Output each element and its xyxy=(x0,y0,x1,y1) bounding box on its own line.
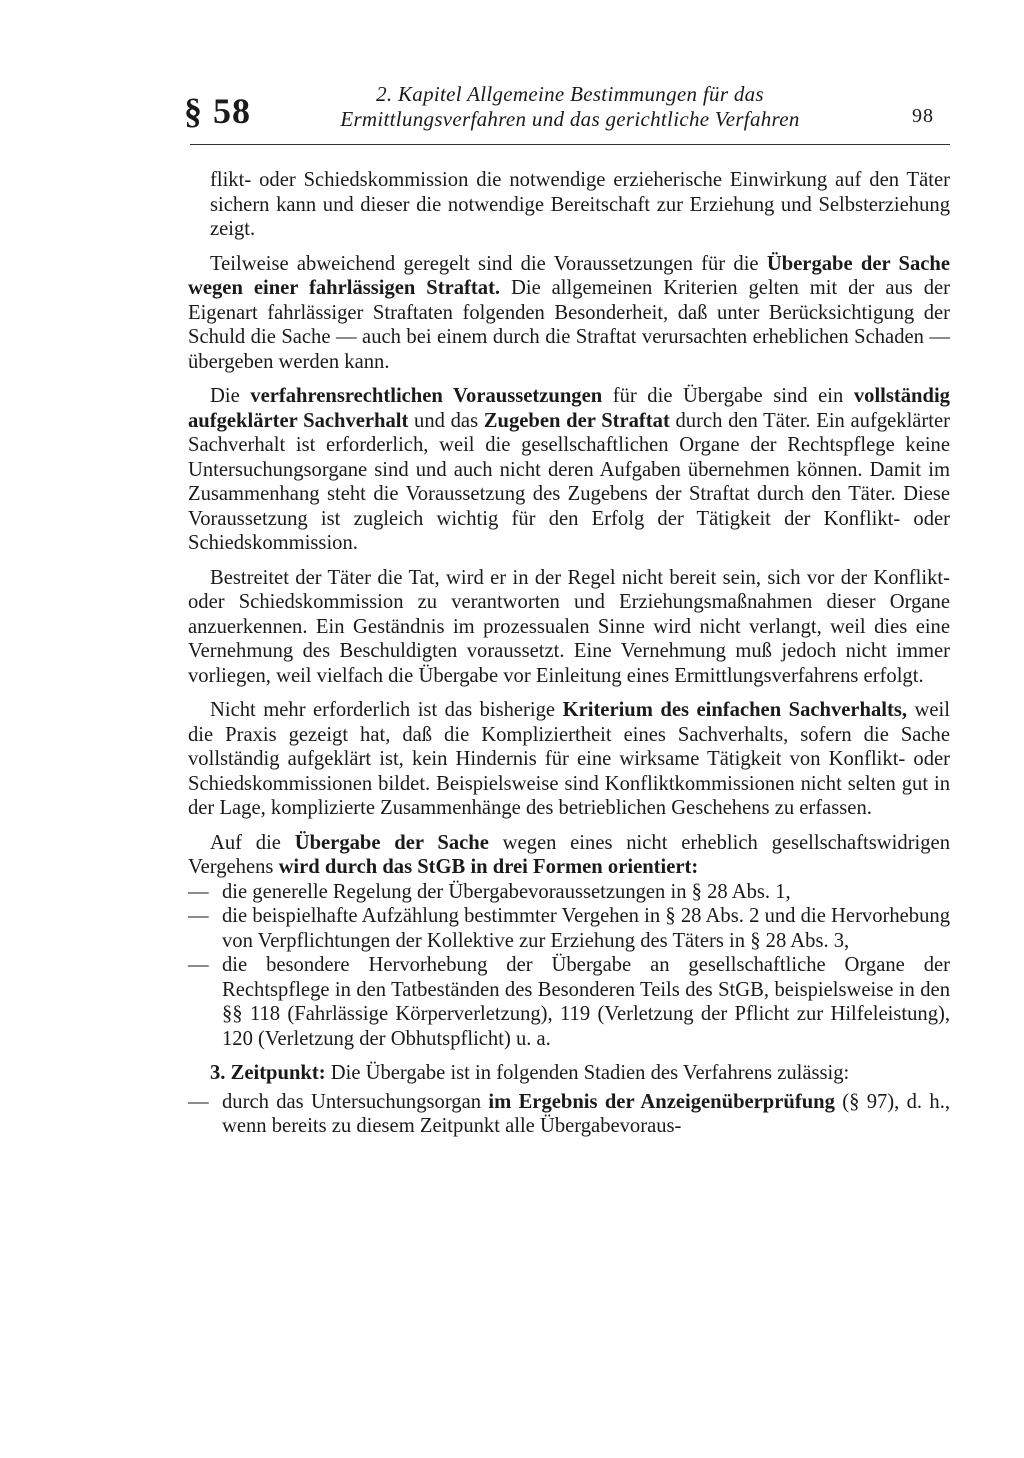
list-item xyxy=(188,904,950,953)
list-item xyxy=(188,880,950,905)
dash-marker: — xyxy=(188,880,209,903)
text-run: (§ 97), d. h., wenn bereits zu diesem Zeitpunkt alle Übergabevoraus- xyxy=(222,1090,950,1137)
list-item-text: die besondere Hervorhebung der Übergabe an gesellschaftliche Organe der Rechtspflege in den Tatbeständen des Besonderen Teils des StGB, beispielsweise in den §§ 118 (Fahrlässige Körperverletzung), 119 (Verletzung der Pflicht zur Hilfeleistung), 120 (Verletzung der Obhutspflicht) u. a. xyxy=(222,954,950,1050)
list-item xyxy=(188,953,950,1051)
text-run: Die xyxy=(210,385,251,407)
bold-run: Kriterium des einfachen Sachverhalts, xyxy=(562,699,908,721)
paragraph-3 xyxy=(188,384,950,556)
list-item xyxy=(188,1090,950,1139)
text-run: Auf die xyxy=(210,831,295,854)
chapter-heading xyxy=(280,82,860,132)
text-run: durch den Täter. Ein aufgeklärter Sachverhalt ist erforderlich, weil die gesellschaftlichen Organe der Rechtspflege keine Untersuchungsorgane sind und auch nicht deren Aufgaben übernehmen können. Damit im Zusammenhang steht die Voraussetzung des Zugebens der Straftat durch den Täter. Diese Voraussetzung ist zugleich wichtig für den Erfolg der Tätigkeit der Konflikt- oder Schiedskommission. xyxy=(188,409,951,554)
paragraph-2 xyxy=(188,252,950,375)
bold-run: verfahrensrechtlichen Voraussetzungen xyxy=(250,385,603,407)
paragraph-5 xyxy=(188,698,950,821)
text-run: Die allgemeinen Kriterien gelten mit der aus der Eigenart fahrlässiger Straftaten folgenden Besonderheit, daß unter Berücksichtigung der Schuld die Sache — auch bei einem durch die Straftat verursachten erheblichen Schaden — übergeben werden kann. xyxy=(188,277,950,373)
list-item-text: die generelle Regelung der Übergabevoraussetzungen in § 28 Abs. 1, xyxy=(222,880,791,903)
page-number: 98 xyxy=(912,105,934,127)
paragraph-4: Bestreitet der Täter die Tat, wird er in der Regel nicht bereit sein, sich vor der Konflikt- oder Schiedskommission zu verantworten und Erziehungsmaßnahmen dieser Organe anzuerkennen. Ein Geständnis im prozessualen Sinne wird nicht verlangt, weil dies eine Vernehmung des Beschuldigten voraussetzt. Eine Vernehmung muß jedoch nicht immer vorliegen, weil vielfach die Übergabe vor Einleitung eines Ermittlungsverfahrens erfolgt. xyxy=(188,566,950,687)
text-run: Die Übergabe ist in folgenden Stadien des Verfahrens zulässig: xyxy=(325,1062,850,1084)
dash-marker: — xyxy=(188,905,209,927)
text-run: durch das Untersuchungsorgan xyxy=(222,1090,489,1113)
bold-run: Zugeben der Straftat xyxy=(483,409,670,432)
bold-run: 3. Zeitpunkt: xyxy=(210,1062,326,1084)
body-text xyxy=(188,168,950,1139)
text-run: und das xyxy=(408,409,484,432)
text-run: Nicht mehr erforderlich ist das bisherige xyxy=(210,699,563,721)
bold-run: vollständig aufgeklärter Sachverhalt xyxy=(188,385,950,432)
dash-marker: — xyxy=(188,954,209,976)
text-run: für die Übergabe sind ein xyxy=(602,385,854,407)
bold-run: im Ergebnis der Anzeigenüberprüfung xyxy=(488,1090,835,1113)
bold-run: Übergabe der Sache xyxy=(294,831,489,854)
bold-run: Übergabe der Sache wegen einer fahrlässigen Straftat. xyxy=(188,252,951,299)
paragraph-7 xyxy=(188,1061,950,1086)
list-item-text: die beispielhafte Aufzählung bestimmter Vergehen in § 28 Abs. 2 und die Hervorhebung von Verpflichtungen der Kollektive zur Erziehung des Täters in § 28 Abs. 3, xyxy=(222,905,950,952)
text-run: weil die Praxis gezeigt hat, daß die Kompliziertheit eines Sachverhalts, sofern die Sache vollständig aufgeklärt ist, kein Hindernis für eine wirksame Tätigkeit von Konflikt- oder Schiedskommissionen bildet. Beispielsweise sind Konfliktkommissionen nicht selten gut in der Lage, komplizierte Zusammenhänge des betrieblichen Geschehens zu erfassen. xyxy=(188,699,950,819)
text-run: wegen eines nicht erheblich gesellschaftswidrigen Vergehens xyxy=(188,831,950,878)
paragraph-1: flikt- oder Schiedskommission die notwendige erzieherische Einwirkung auf den Täter sichern kann und dieser die notwendige Bereitschaft zur Erziehung und Selbsterziehung zeigt. xyxy=(210,169,950,240)
section-number: § 58 xyxy=(184,91,251,131)
bold-run: wird durch das StGB in drei Formen orientiert: xyxy=(278,856,699,878)
forms-list xyxy=(188,880,950,1052)
header-rule xyxy=(190,144,950,145)
text-run: Teilweise abweichend geregelt sind die Voraussetzungen für die xyxy=(210,252,767,275)
chapter-line-1: 2. Kapitel Allgemeine Bestimmungen für das xyxy=(376,82,764,106)
chapter-line-2: Ermittlungsverfahren und das gerichtliche Verfahren xyxy=(340,107,800,131)
stages-list xyxy=(188,1090,950,1139)
paragraph-6 xyxy=(188,831,950,880)
dash-marker: — xyxy=(188,1090,209,1113)
